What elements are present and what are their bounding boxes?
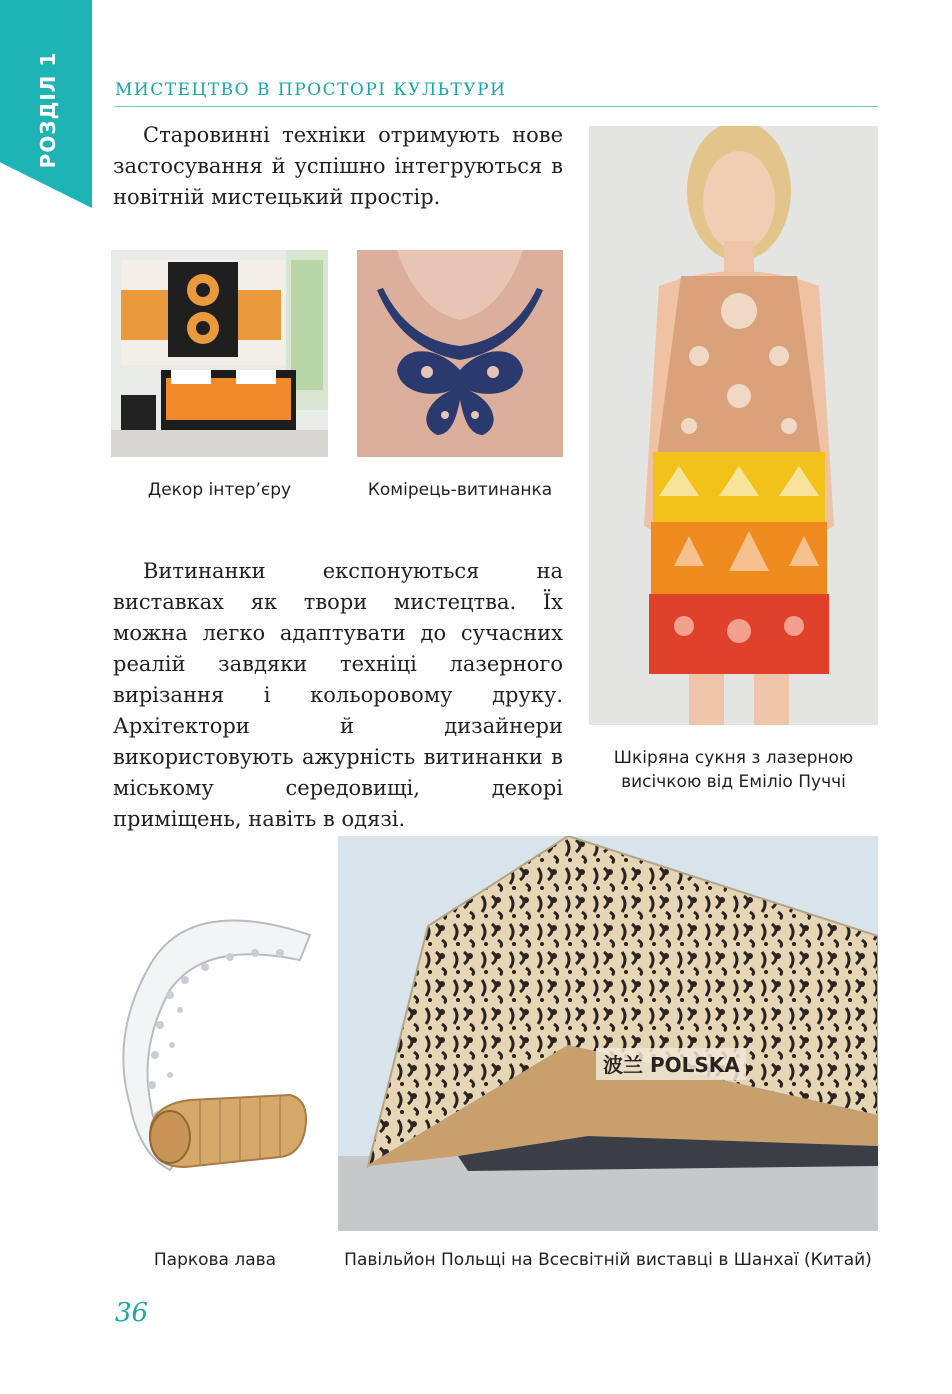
dress-caption: Шкіряна сукня з лазерною висічкою від Еміліо Пуччі	[613, 748, 854, 792]
collar-caption: Комірець-витинанка	[367, 480, 553, 500]
park-bench-illustration	[110, 905, 320, 1200]
intro-paragraph: Старовинні техніки отримують нове застосування й успішно інтегруються в новітній мистецький простір.	[113, 123, 563, 209]
pavilion-photo	[338, 836, 878, 1231]
page-number: 36	[115, 1298, 149, 1328]
pavilion-illustration	[338, 836, 878, 1231]
dress-photo	[589, 126, 878, 725]
park-bench-photo	[110, 905, 320, 1200]
park-bench-caption: Паркова лава	[153, 1250, 277, 1270]
section-tab-label: РОЗДІЛ 1	[36, 51, 60, 169]
pavilion-sign: 波兰 POLSKA	[603, 1053, 740, 1077]
butterfly-collar-illustration	[357, 250, 563, 457]
interior-decor-caption: Декор інтер’єру	[147, 480, 292, 500]
collar-photo	[357, 250, 563, 457]
running-head: МИСТЕЦТВО В ПРОСТОРІ КУЛЬТУРИ	[115, 80, 878, 107]
main-paragraph: Витинанки експонуються на виставках як твори мистецтва. Їх можна легко адаптувати до сучасних реалій завдяки техніці лазерного вирізання і кольоровому друку. Архітектори й дизайнери використовують ажурність витинанки в міському середовищі, декорі приміщень, навіть в одязі.	[113, 559, 563, 831]
laser-cut-dress-illustration	[589, 126, 878, 725]
pavilion-caption: Павільйон Польщі на Всесвітній виставці в Шанхаї (Китай)	[344, 1250, 872, 1270]
interior-decor-photo	[111, 250, 328, 457]
interior-decor-illustration	[111, 250, 328, 457]
